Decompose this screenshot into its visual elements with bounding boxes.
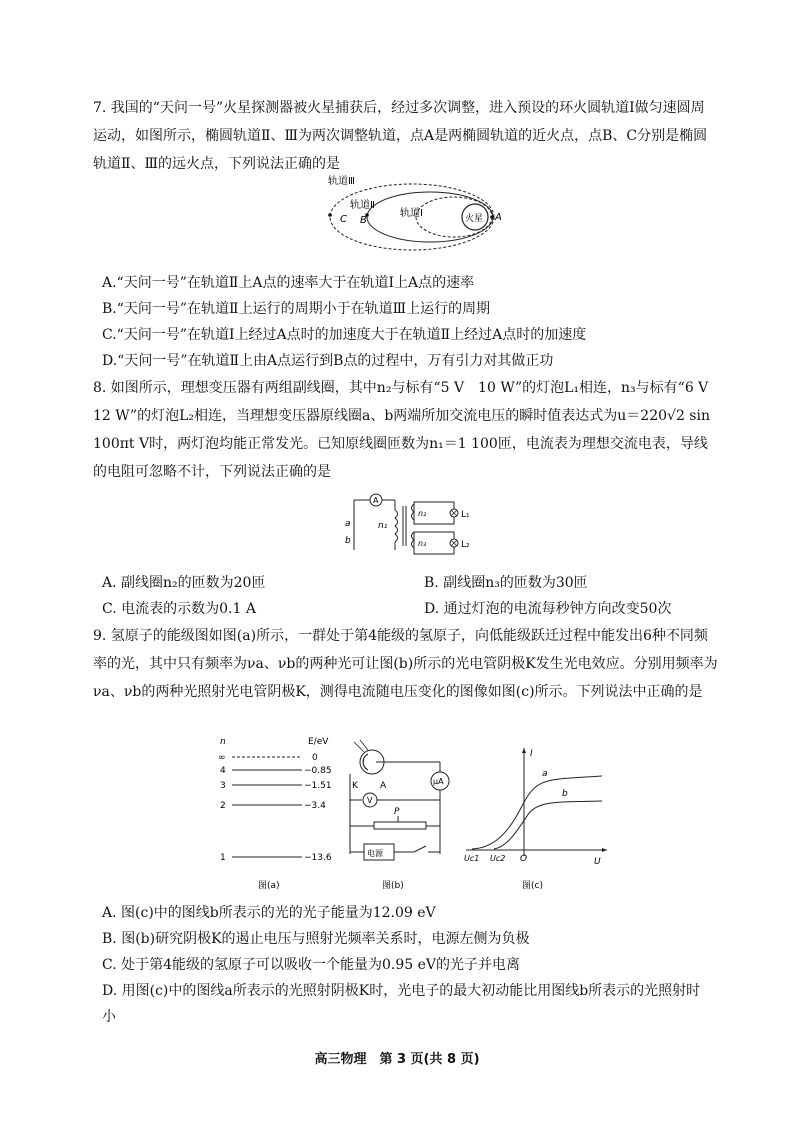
e-axis-label: E/eV	[308, 737, 329, 747]
orbit1-label: 轨道Ⅰ	[400, 208, 423, 219]
q9-figure-b	[340, 736, 460, 896]
uA-label: μA	[433, 777, 444, 786]
level-3-e: −1.51	[304, 781, 332, 791]
level-2-n: 2	[220, 801, 226, 811]
n-axis-label: n	[220, 737, 226, 747]
q7-option-c[interactable]: C.“天问一号”在轨道Ⅰ上经过A点时的加速度大于在轨道Ⅱ上经过A点时的加速度	[102, 327, 587, 343]
curve-a-label: a	[542, 769, 548, 779]
a-label: a	[345, 519, 351, 529]
figc-caption: 图(c)	[522, 881, 543, 891]
n1-label: n₁	[378, 521, 388, 531]
orbit2-label: 轨道Ⅱ	[350, 200, 375, 211]
I-label: I	[530, 749, 533, 759]
q8-option-a[interactable]: A. 副线圈n₂的匝数为20匝	[102, 575, 266, 591]
point-C	[328, 213, 332, 217]
V-label: V	[367, 796, 373, 805]
q8-option-d[interactable]: D. 通过灯泡的电流每秒钟方向改变50次	[424, 601, 672, 617]
q8-transformer-figure	[340, 488, 480, 568]
O-label: O	[520, 854, 528, 864]
L1-label: L₁	[461, 510, 470, 520]
level-4-e: −0.85	[304, 766, 332, 776]
page-footer: 高三物理 第 3 页(共 8 页)	[314, 1052, 480, 1067]
rheostat	[374, 822, 426, 829]
curve-b-label: b	[562, 789, 568, 799]
q7-option-b[interactable]: B.“天问一号”在轨道Ⅱ上运行的周期小于在轨道Ⅲ上运行的周期	[102, 301, 491, 317]
q9-option-d[interactable]: D. 用图(c)中的图线a所表示的光照射阴极K时，光电子的最大初动能比用图线b所表示的光照射时小	[102, 983, 701, 1025]
switch	[414, 846, 426, 852]
q8-option-c[interactable]: C. 电流表的示数为0.1 A	[102, 601, 256, 617]
ammeter-label: A	[373, 496, 379, 505]
source-label: 电源	[367, 849, 383, 858]
level-inf-e: 0	[312, 753, 318, 763]
L2-label: L₂	[461, 540, 470, 550]
point-A	[490, 215, 494, 219]
Uc2-label: Uc2	[490, 854, 506, 863]
q9-figure-a	[210, 736, 340, 896]
level-1-e: −13.6	[304, 853, 332, 863]
P-label: P	[394, 807, 400, 817]
n3-label: n₃	[418, 539, 427, 548]
n2-label: n₂	[418, 509, 427, 518]
orbit3-label: 轨道Ⅲ	[328, 176, 355, 187]
q9-option-b[interactable]: B. 图(b)研究阴极K的遏止电压与照射光频率关系时，电源左侧为负极	[102, 931, 530, 947]
b-label: b	[345, 536, 351, 546]
q9-option-a[interactable]: A. 图(c)中的图线b所表示的光的光子能量为12.09 eV	[102, 905, 436, 921]
curve-a	[472, 776, 602, 849]
q9-option-c[interactable]: C. 处于第4能级的氢原子可以吸收一个能量为0.95 eV的光子并电离	[102, 957, 521, 973]
figb-caption: 图(b)	[382, 881, 404, 891]
K-label: K	[352, 781, 358, 791]
level-1-n: 1	[220, 853, 226, 863]
figa-caption: 图(a)	[258, 881, 280, 891]
Uc1-label: Uc1	[464, 854, 480, 863]
level-2-e: −3.4	[304, 801, 326, 811]
A-label-b: A	[380, 781, 387, 791]
C-label: C	[340, 214, 347, 225]
q7-orbit-figure	[320, 170, 500, 250]
level-inf-n: ∞	[218, 753, 226, 763]
q8-option-b[interactable]: B. 副线圈n₃的匝数为30匝	[424, 575, 588, 591]
mars-label: 火星	[465, 214, 484, 224]
q9-stem: 9. 氢原子的能级图如图(a)所示，一群处于第4能级的氢原子，向低能级跃迁过程中能发出6种不同频率的光，其中只有频率为νa、νb的两种光可让图(b)所示的光电管阴极K发生光电效应。分别用频率为νa、νb的两种光照射光电管阴极K，测得电流随电压变化的图像如图(c)所示。下列说法中正确的是	[93, 628, 718, 700]
q7-option-a[interactable]: A.“天问一号”在轨道Ⅱ上A点的速率大于在轨道Ⅰ上A点的速率	[102, 275, 475, 291]
q9-figure-c	[462, 736, 612, 896]
level-4-n: 4	[220, 766, 226, 776]
q7-option-d[interactable]: D.“天问一号”在轨道Ⅱ上由A点运行到B点的过程中，万有引力对其做正功	[102, 353, 554, 369]
U-label: U	[594, 857, 601, 867]
q8-stem: 8. 如图所示，理想变压器有两组副线圈，其中n₂与标有“5 V 10 W”的灯泡L₁相连，n₃与标有“6 V 12 W”的灯泡L₂相连，当理想变压器原线圈a、b两端所加交流电压的瞬时值表达式为u＝220√2 sin 100πt V时，两灯泡均能正常发光。已知原线圈匝数为n₁＝1 100匝，电流表为理想交流电表，导线的电阻可忽略不计，下列说法正确的是	[93, 380, 723, 480]
q7-stem: 7. 我国的“天问一号”火星探测器被火星捕获后，经过多次调整，进入预设的环火圆轨道Ⅰ做匀速圆周运动，如图所示，椭圆轨道Ⅱ、Ⅲ为两次调整轨道，点A是两椭圆轨道的近火点，点B、C分别是椭圆轨道Ⅱ、Ⅲ的远火点，下列说法正确的是	[93, 100, 708, 172]
A-label: A	[495, 212, 502, 223]
level-3-n: 3	[220, 781, 226, 791]
B-label: B	[360, 215, 367, 226]
